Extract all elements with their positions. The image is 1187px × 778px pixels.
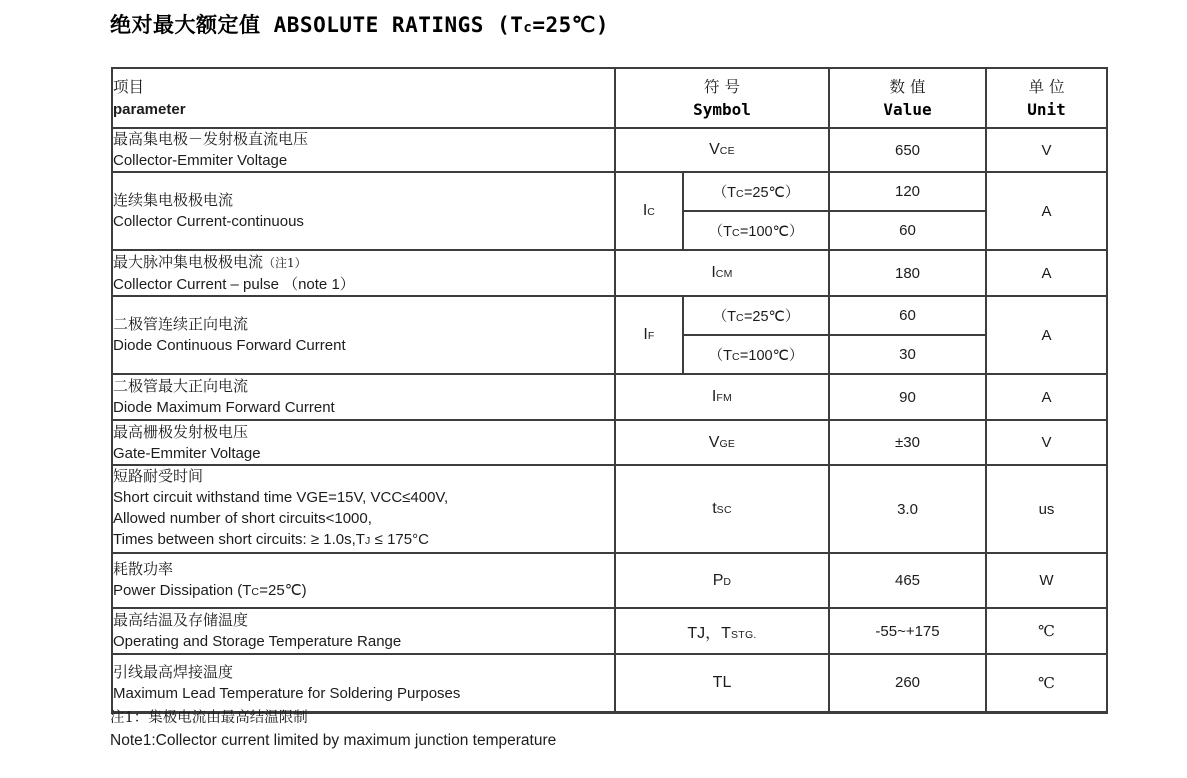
value-cell: 650 [829,128,986,172]
unit-cell: us [986,465,1107,553]
condition-pre: （T [712,185,737,201]
condition-pre: （T [708,224,733,240]
param-cell [112,465,615,553]
param-zh: 短路耐受时间 [113,467,204,485]
symbol-sub: C [647,206,656,218]
table-row [112,128,1107,172]
symbol-cell [615,374,829,420]
param-cell [112,250,615,296]
param-zh: 连续集电极极电流 [113,191,234,209]
condition-cell [683,335,829,374]
param-en-line3-pre: Times between short circuits: ≥ 1.0s,T [113,531,365,548]
unit-cell: A [986,296,1107,374]
symbol-cell [615,420,829,465]
value-cell: 260 [829,654,986,712]
symbol-sub: CE [719,145,735,157]
title-subscript: c [523,20,533,36]
param-zh: 最高结温及存储温度 [113,611,249,629]
unit-cell: W [986,553,1107,608]
param-zh-main: 最大脉冲集电极极电流 [113,252,264,271]
header-unit [986,68,1107,128]
unit-cell: V [986,420,1107,465]
symbol-sub: GE [719,437,736,450]
condition-post: =100℃） [739,348,804,364]
param-en: Maximum Lead Temperature for Soldering Purposes [113,684,461,702]
symbol-main: I [711,388,717,405]
param-en-line3-sub: J [364,535,371,547]
symbol-sub: D [723,575,732,588]
condition-sub: C [732,351,740,363]
symbol-sub: CM [715,268,733,280]
symbol-main: TL [712,673,732,691]
param-cell [112,420,615,465]
unit-cell: ℃ [986,654,1107,712]
value-cell: 120 [829,172,986,211]
value-cell: 60 [829,211,986,250]
symbol-main: V [709,141,720,158]
header-unit-zh: 单 位 [1028,77,1065,96]
value-cell: 3.0 [829,465,986,553]
header-value-zh: 数 值 [889,77,926,96]
title-zh: 绝对最大额定值 [110,13,261,37]
symbol-cell [615,250,829,296]
param-cell [112,553,615,608]
unit-cell: A [986,250,1107,296]
symbol-sub: STG. [730,628,757,641]
param-en: Operating and Storage Temperature Range [113,633,402,650]
footnote-zh: 注1：集极电流由最高结温限制 [110,710,308,726]
param-en: Collector Current – pulse （note 1） [113,275,355,293]
condition-sub: C [736,312,744,324]
table-row [112,654,1107,712]
header-parameter-zh: 项目 [113,78,145,96]
param-en-pre: Power Dissipation (T [113,581,252,599]
condition-post: =25℃） [743,309,800,325]
condition-sub: C [736,188,744,200]
symbol-cell [615,608,829,654]
header-value [829,68,986,128]
value-cell: -55~+175 [829,608,986,654]
symbol-cell [615,172,683,250]
param-zh-note: （注1） [263,255,307,270]
page-title [110,9,609,39]
param-cell [112,128,615,172]
header-parameter [112,68,615,128]
header-value-en: Value [883,99,932,119]
title-en-tail: =25℃) [532,13,609,37]
condition-pre: （T [708,348,733,364]
param-en-line1: Short circuit withstand time VGE=15V, VCC≤400V, [113,489,449,506]
table-header-row [112,68,1107,128]
param-en: Collector Current-continuous [113,213,304,230]
condition-cell [683,172,829,211]
unit-cell: V [986,128,1107,172]
header-symbol [615,68,829,128]
param-en-post: =25℃) [259,581,307,599]
symbol-main: TJ，T [687,624,731,642]
unit-cell: ℃ [986,608,1107,654]
value-cell: ±30 [829,420,986,465]
param-en-sub: C [251,585,260,598]
value-cell: 90 [829,374,986,420]
symbol-main: t [712,500,717,517]
unit-cell: A [986,374,1107,420]
param-en-line2: Allowed number of short circuits<1000, [113,510,372,527]
value-cell: 180 [829,250,986,296]
condition-sub: C [732,227,740,239]
footnotes [110,707,556,752]
param-cell [112,608,615,654]
param-en: Collector-Emmiter Voltage [113,152,288,169]
header-symbol-zh: 符 号 [704,77,740,96]
param-zh [113,252,614,274]
table-row [112,465,1107,553]
param-zh: 最高集电极－发射极直流电压 [113,130,309,148]
symbol-main: I [711,264,716,281]
param-cell [112,374,615,420]
symbol-sub: F [647,330,655,342]
title-en: ABSOLUTE RATINGS (T [260,13,524,37]
value-cell: 465 [829,553,986,608]
condition-pre: （T [712,309,737,325]
condition-cell [683,296,829,335]
param-en [113,580,614,603]
param-zh: 耗散功率 [113,559,174,578]
param-zh: 二极管连续正向电流 [113,315,249,333]
symbol-main: P [712,571,724,589]
symbol-cell [615,296,683,374]
param-zh: 二极管最大正向电流 [113,377,249,395]
symbol-main: V [708,433,720,451]
param-zh: 引线最高焊接温度 [113,662,234,681]
param-en: Gate-Emmiter Voltage [113,444,261,462]
table-row [112,250,1107,296]
symbol-cell [615,128,829,172]
symbol-main: I [642,202,648,219]
param-en: Diode Maximum Forward Current [113,399,335,416]
symbol-cell [615,654,829,712]
param-en-line3 [113,529,614,552]
value-cell: 30 [829,335,986,374]
table-row [112,296,1107,335]
unit-cell: A [986,172,1107,250]
param-cell [112,296,615,374]
header-parameter-en: parameter [113,101,186,118]
footnote-en: Note1:Collector current limited by maximum junction temperature [110,732,557,749]
condition-post: =100℃） [739,224,804,240]
table-row [112,553,1107,608]
value-cell: 60 [829,296,986,335]
table-row [112,172,1107,211]
absolute-ratings-table [111,67,1108,714]
condition-cell [683,211,829,250]
table-row [112,374,1107,420]
symbol-cell [615,465,829,553]
param-cell [112,654,615,712]
param-en-line3-post: ≤ 175°C [370,531,429,548]
symbol-sub: FM [716,392,733,404]
param-cell [112,172,615,250]
table-row [112,420,1107,465]
header-symbol-en: Symbol [693,99,751,119]
symbol-main: I [643,326,648,343]
header-unit-en: Unit [1027,99,1066,119]
param-en: Diode Continuous Forward Current [113,337,346,354]
param-zh: 最高栅极发射极电压 [113,422,249,441]
symbol-sub: SC [716,504,732,516]
condition-post: =25℃） [743,185,800,201]
table-row [112,608,1107,654]
symbol-cell [615,553,829,608]
